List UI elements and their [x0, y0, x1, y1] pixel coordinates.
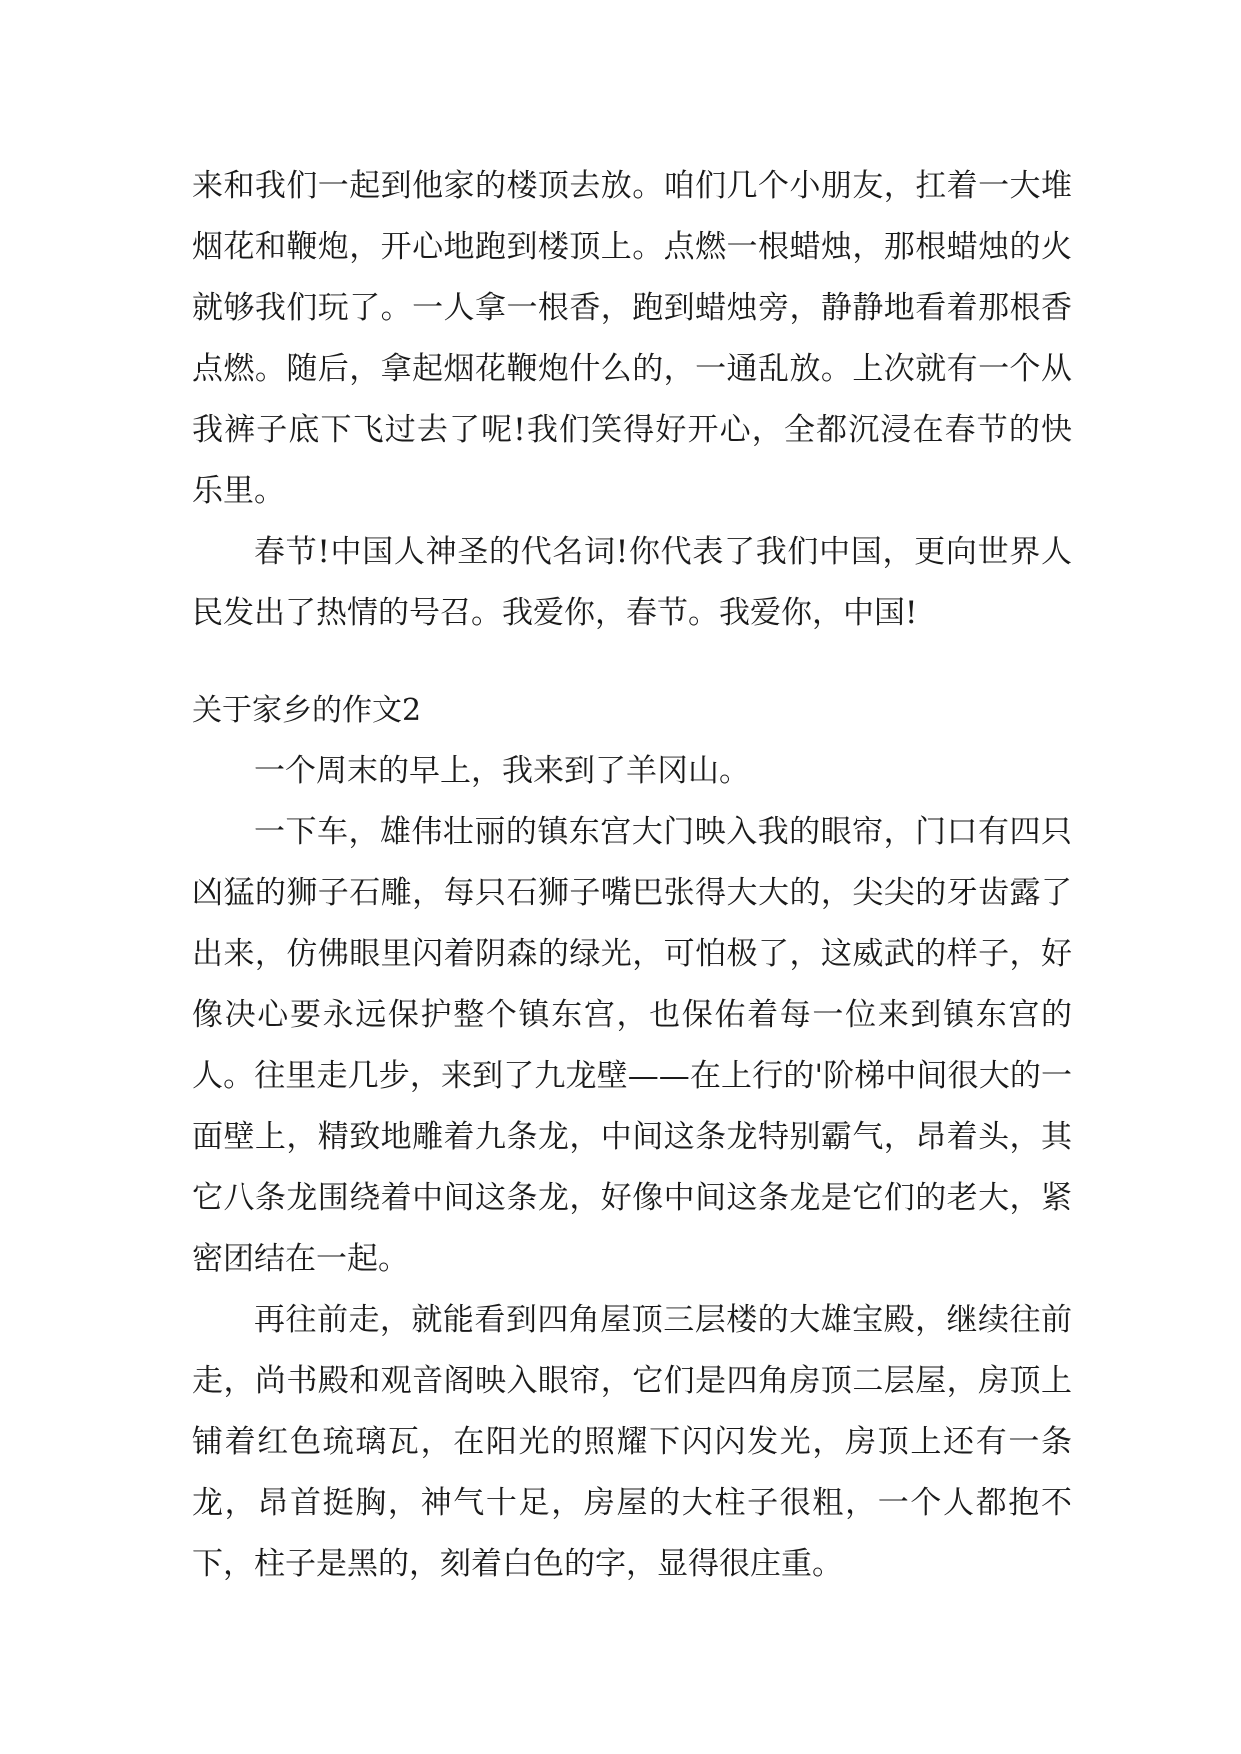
paragraph-weekend-morning: 一个周末的早上，我来到了羊冈山。: [254, 753, 750, 789]
essay-title: 关于家乡的作文2: [192, 693, 422, 728]
paragraph-main-hall: 再往前走，就能看到四角屋顶三层楼的大雄宝殿，继续往前走，尚书殿和观音阁映入眼帘，它们是四角房顶二层屋，房顶上铺着红色琉璃瓦，在阳光的照耀下闪闪发光，房顶上还有一条龙，昂首挺胸，神气十足，房屋的大柱子很粗，一个人都抱不下，柱子是黑的，刻着白色的字，显得很庄重。: [192, 1302, 1072, 1582]
paragraph-zhendong-palace: 一下车，雄伟壮丽的镇东宫大门映入我的眼帘，门口有四只凶猛的狮子石雕，每只石狮子嘴巴张得大大的，尖尖的牙齿露了出来，仿佛眼里闪着阴森的绿光，可怕极了，这威武的样子，好像决心要永远保护整个镇东宫，也保佑着每一位来到镇东宫的人。往里走几步，来到了九龙壁——在上行的'阶梯中间很大的一面壁上，精致地雕着九条龙，中间这条龙特别霸气，昂着头，其它八条龙围绕着中间这条龙，好像中间这条龙是它们的老大，紧密团结在一起。: [192, 814, 1072, 1277]
paragraph-fireworks: 来和我们一起到他家的楼顶去放。咱们几个小朋友，扛着一大堆烟花和鞭炮，开心地跑到楼顶上。点燃一根蜡烛，那根蜡烛的火就够我们玩了。一人拿一根香，跑到蜡烛旁，静静地看着那根香点燃。随后，拿起烟花鞭炮什么的，一通乱放。上次就有一个从我裤子底下飞过去了呢!我们笑得好开心，全都沉浸在春节的快乐里。: [192, 168, 1072, 509]
paragraph-spring-festival: 春节!中国人神圣的代名词!你代表了我们中国，更向世界人民发出了热情的号召。我爱你，春节。我爱你，中国!: [192, 534, 1072, 631]
document-body: [192, 156, 1072, 1595]
